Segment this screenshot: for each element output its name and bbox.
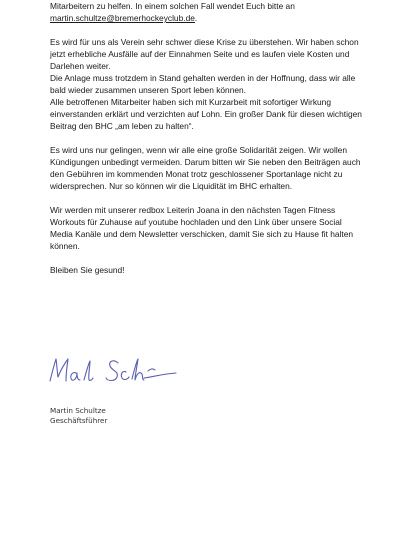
fitness-line-3: Media Kanäle und dem Newsletter verschicken, damit Sie sich zu Hause fit halten <box>50 229 354 239</box>
crisis-line-5: bald wieder zusammen unseren Sport leben können. <box>50 85 247 95</box>
solidarity-line-2: Kündigungen unbedingt vermeiden. Darum bitten wir Sie neben den Beiträgen auch <box>50 157 361 167</box>
contact-email-link[interactable]: martin.schultze@bremerhockeyclub.de <box>50 13 195 23</box>
fitness-paragraph <box>50 204 370 252</box>
solidarity-line-3: den Gebühren im kommenden Monat trotz geschlossener Sportanlage nicht zu <box>50 169 343 179</box>
fitness-line-2: Workouts für Zuhause auf youtube hochladen und den Link über unsere Social <box>50 217 342 227</box>
crisis-line-7: einverstanden erklärt und verzichten auf Lohn. Ein großer Dank für diesen wichtigen <box>50 109 362 119</box>
crisis-line-6: Alle betroffenen Mitarbeiter haben sich mit Kurzarbeit mit sofortiger Wirkung <box>50 97 331 107</box>
crisis-line-4: Die Anlage muss trotzdem in Stand gehalten werden in der Hoffnung, dass wir alle <box>50 73 356 83</box>
solidarity-line-1: Es wird uns nur gelingen, wenn wir alle eine große Solidarität zeigen. Wir wollen <box>50 145 347 155</box>
crisis-paragraph <box>50 36 370 132</box>
fitness-line-1: Wir werden mit unserer redbox Leiterin Joana in den nächsten Tagen Fitness <box>50 205 336 215</box>
email-suffix: . <box>194 13 198 23</box>
crisis-line-8: Beitrag den BHC „am leben zu halten“. <box>50 121 194 131</box>
crisis-line-3: Darlehen weiter. <box>50 61 111 71</box>
closing-line: Bleiben Sie gesund! <box>50 265 125 275</box>
letter-body <box>50 0 370 276</box>
fitness-line-4: können. <box>50 241 80 251</box>
crisis-line-1: Es wird für uns als Verein sehr schwer diese Krise zu überstehen. Wir haben schon <box>50 37 359 47</box>
handwritten-signature <box>44 351 184 391</box>
solidarity-paragraph <box>50 144 370 192</box>
signer-block <box>50 406 107 426</box>
intro-line-1: Mitarbeitern zu helfen. In einem solchen Fall wendet Euch bitte an <box>50 1 295 11</box>
signer-name: Martin Schultze <box>50 406 106 415</box>
intro-line-2 <box>50 12 370 24</box>
intro-paragraph <box>50 0 370 24</box>
solidarity-line-4: widersprechen. Nur so können wir die Liquidität im BHC erhalten. <box>50 181 293 191</box>
crisis-line-2: jetzt erhebliche Ausfälle auf der Einnahmen Seite und es laufen viele Kosten und <box>50 49 350 59</box>
closing-paragraph <box>50 264 370 276</box>
signer-title: Geschäftsführer <box>50 416 108 425</box>
